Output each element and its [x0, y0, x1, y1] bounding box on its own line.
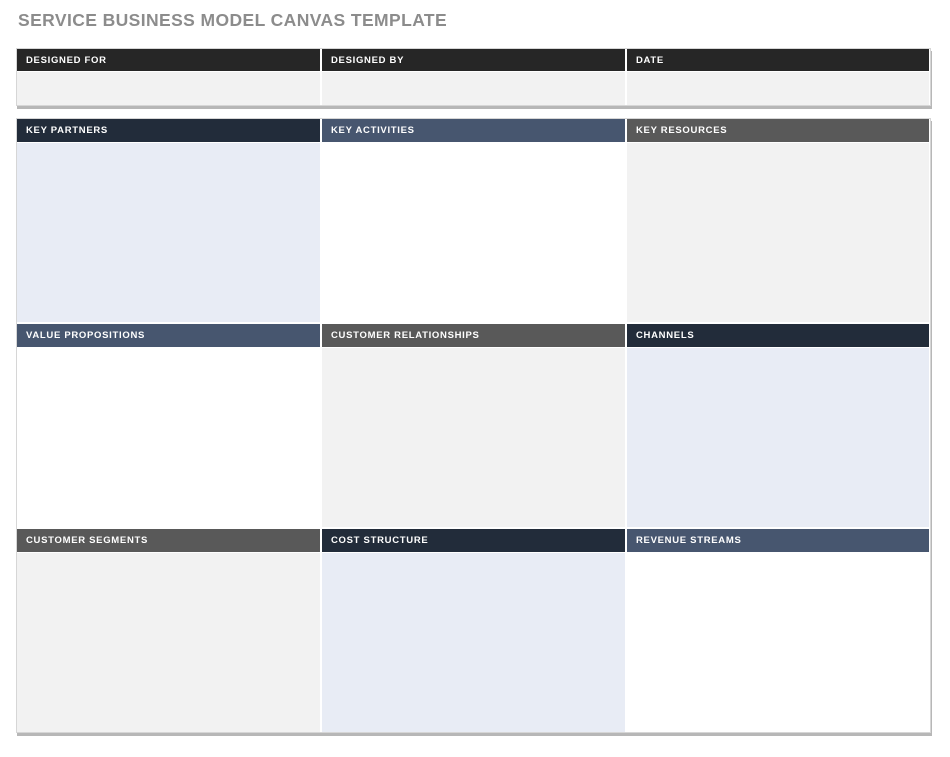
- info-table: [16, 48, 931, 106]
- canvas-cell-customer-relationships: [322, 324, 625, 527]
- page-title: SERVICE BUSINESS MODEL CANVAS TEMPLATE: [18, 10, 448, 30]
- channels-header: CHANNELS: [627, 324, 929, 348]
- designed-for-header: DESIGNED FOR: [17, 49, 320, 72]
- canvas-cell-value-propositions: [17, 324, 320, 527]
- value-propositions-body[interactable]: [17, 348, 320, 527]
- customer-segments-header: CUSTOMER SEGMENTS: [17, 529, 320, 553]
- canvas-cell-cost-structure: [322, 529, 625, 732]
- customer-relationships-header: CUSTOMER RELATIONSHIPS: [322, 324, 625, 348]
- channels-body[interactable]: [627, 348, 929, 527]
- canvas-cell-channels: [627, 324, 929, 527]
- date-header: DATE: [627, 49, 929, 72]
- key-partners-header: KEY PARTNERS: [17, 119, 320, 143]
- designed-by-input[interactable]: [322, 72, 625, 105]
- revenue-streams-body[interactable]: [627, 553, 929, 732]
- key-activities-body[interactable]: [322, 143, 625, 322]
- customer-segments-body[interactable]: [17, 553, 320, 732]
- key-activities-header: KEY ACTIVITIES: [322, 119, 625, 143]
- canvas-grid: [16, 118, 931, 733]
- canvas-cell-key-activities: [322, 119, 625, 322]
- date-input[interactable]: [627, 72, 929, 105]
- canvas-cell-customer-segments: [17, 529, 320, 732]
- cost-structure-header: COST STRUCTURE: [322, 529, 625, 553]
- customer-relationships-body[interactable]: [322, 348, 625, 527]
- info-col-designed-for: [17, 49, 320, 105]
- info-col-date: [627, 49, 929, 105]
- key-resources-header: KEY RESOURCES: [627, 119, 929, 143]
- key-partners-body[interactable]: [17, 143, 320, 322]
- value-propositions-header: VALUE PROPOSITIONS: [17, 324, 320, 348]
- info-col-designed-by: [322, 49, 625, 105]
- key-resources-body[interactable]: [627, 143, 929, 322]
- canvas-cell-revenue-streams: [627, 529, 929, 732]
- canvas-cell-key-partners: [17, 119, 320, 322]
- canvas-cell-key-resources: [627, 119, 929, 322]
- designed-by-header: DESIGNED BY: [322, 49, 625, 72]
- designed-for-input[interactable]: [17, 72, 320, 105]
- revenue-streams-header: REVENUE STREAMS: [627, 529, 929, 553]
- cost-structure-body[interactable]: [322, 553, 625, 732]
